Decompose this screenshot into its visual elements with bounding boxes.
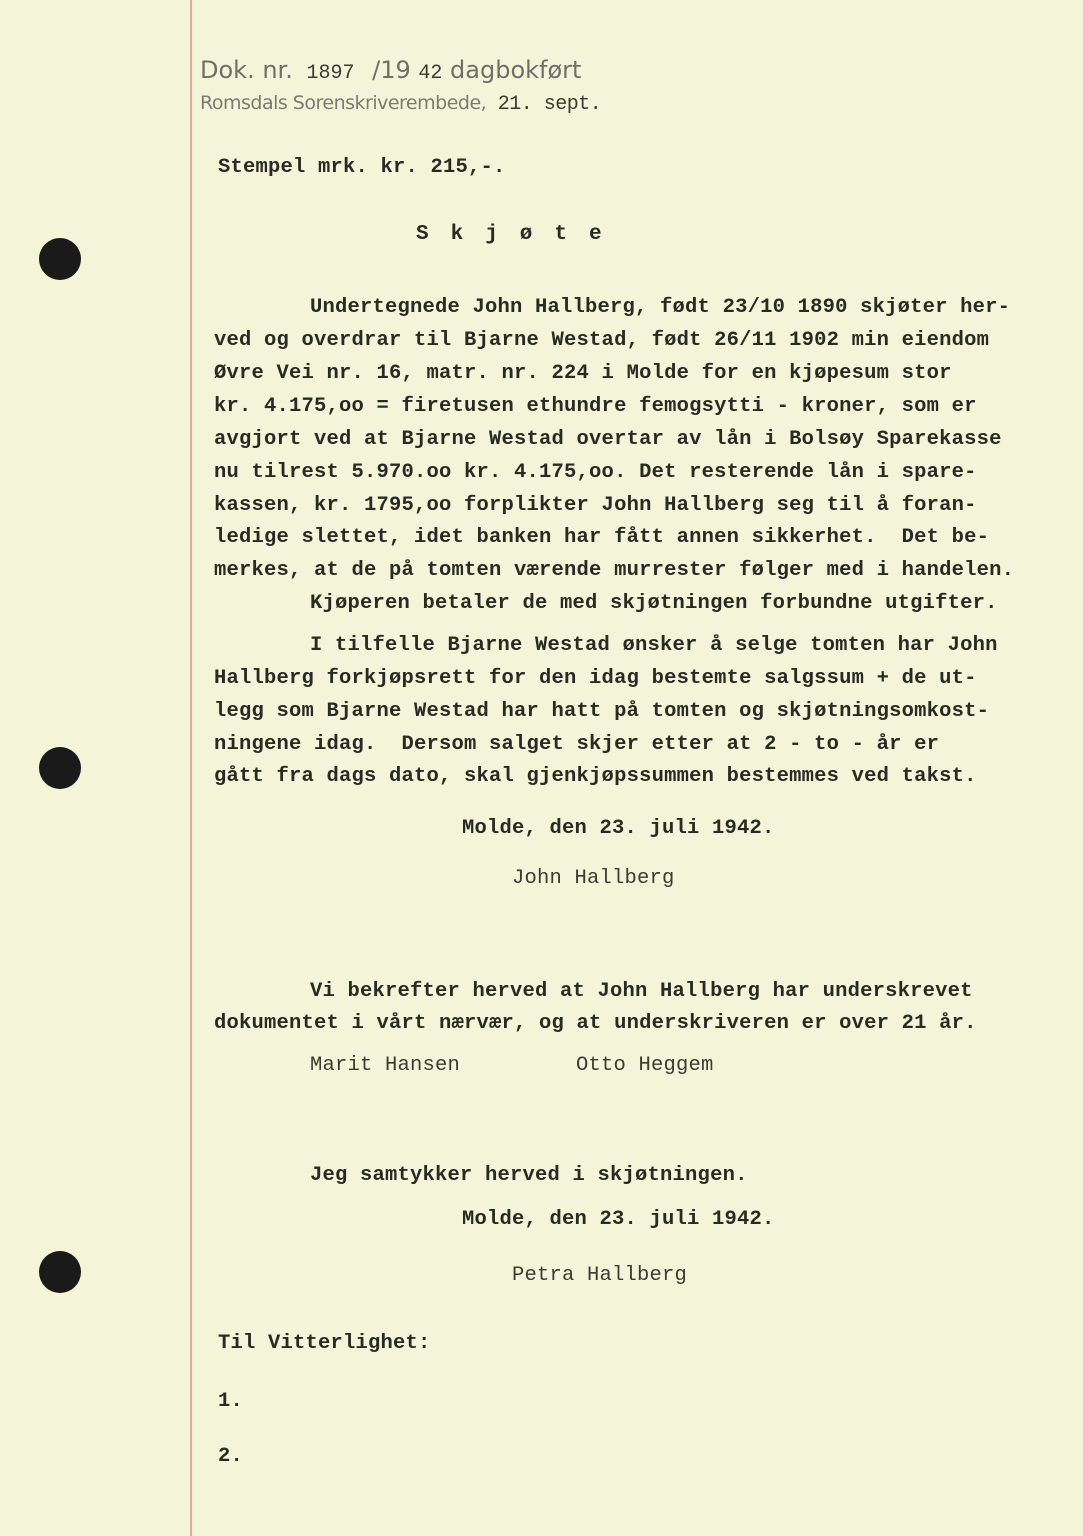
stamp-date: 21. sept. xyxy=(497,93,602,116)
body-line-7: kassen, kr. 1795,oo forplikter John Hallberg seg til å foran- xyxy=(214,494,977,517)
body-line-10: Kjøperen betaler de med skjøtningen forbundne utgifter. xyxy=(310,592,998,615)
registry-stamp-line1 xyxy=(200,56,581,85)
margin-rule xyxy=(190,0,192,1536)
body-line-14: ningene idag. Dersom salget skjer etter at 2 - to - år er xyxy=(214,733,940,756)
place-date-1: Molde, den 23. juli 1942. xyxy=(462,817,775,840)
stamp-dagbokfort: dagbokført xyxy=(450,56,582,84)
consent-line: Jeg samtykker herved i skjøtningen. xyxy=(310,1164,748,1187)
body-line-3: Øvre Vei nr. 16, matr. nr. 224 i Molde for en kjøpesum stor xyxy=(214,362,952,385)
stamp-duty-line: Stempel mrk. kr. 215,-. xyxy=(218,156,506,179)
stamp-year: 42 xyxy=(418,62,443,85)
registry-stamp-line2 xyxy=(200,92,601,116)
witness-text-line-2: dokumentet i vårt nærvær, og at underskriveren er over 21 år. xyxy=(214,1012,977,1035)
witness-signature-1: Marit Hansen xyxy=(310,1054,461,1077)
body-line-6: nu tilrest 5.970.oo kr. 4.175,oo. Det resterende lån i spare- xyxy=(214,461,977,484)
signature-john-hallberg: John Hallberg xyxy=(512,867,675,890)
vitterlighet-heading: Til Vitterlighet: xyxy=(218,1332,431,1355)
stamp-doc-number: 1897 xyxy=(306,62,355,85)
body-line-2: ved og overdrar til Bjarne Westad, født 26/11 1902 min eiendom xyxy=(214,329,990,352)
vitterlighet-item-1: 1. xyxy=(218,1390,244,1413)
signature-petra-hallberg: Petra Hallberg xyxy=(512,1264,688,1287)
body-line-15: gått fra dags dato, skal gjenkjøpssummen bestemmes ved takst. xyxy=(214,765,977,788)
body-line-1: Undertegnede John Hallberg, født 23/10 1890 skjøter her- xyxy=(310,296,1011,319)
stamp-office: Romsdals Sorenskriverembede, xyxy=(200,92,487,114)
document-title: Skjøte xyxy=(416,223,624,246)
stamp-dok-label: Dok. nr. xyxy=(200,56,293,84)
body-line-8: ledige slettet, idet banken har fått annen sikkerhet. Det be- xyxy=(214,526,990,549)
vitterlighet-item-2: 2. xyxy=(218,1445,244,1468)
punch-hole-middle xyxy=(39,747,81,789)
body-line-4: kr. 4.175,oo = firetusen ethundre femogsytti - kroner, som er xyxy=(214,395,977,418)
witness-signature-2: Otto Heggem xyxy=(576,1054,714,1077)
witness-text-line-1: Vi bekrefter herved at John Hallberg har underskrevet xyxy=(310,980,973,1003)
body-line-11: I tilfelle Bjarne Westad ønsker å selge tomten har John xyxy=(310,634,998,657)
punch-hole-bottom xyxy=(39,1251,81,1293)
body-line-9: merkes, at de på tomten værende murrester følger med i handelen. xyxy=(214,559,1015,582)
body-line-12: Hallberg forkjøpsrett for den idag bestemte salgssum + de ut- xyxy=(214,667,977,690)
body-line-5: avgjort ved at Bjarne Westad overtar av lån i Bolsøy Sparekasse xyxy=(214,428,1002,451)
body-line-13: legg som Bjarne Westad har hatt på tomten og skjøtningsomkost- xyxy=(214,700,990,723)
place-date-2: Molde, den 23. juli 1942. xyxy=(462,1208,775,1231)
punch-hole-top xyxy=(39,238,81,280)
stamp-slash-year: /19 xyxy=(372,56,411,84)
